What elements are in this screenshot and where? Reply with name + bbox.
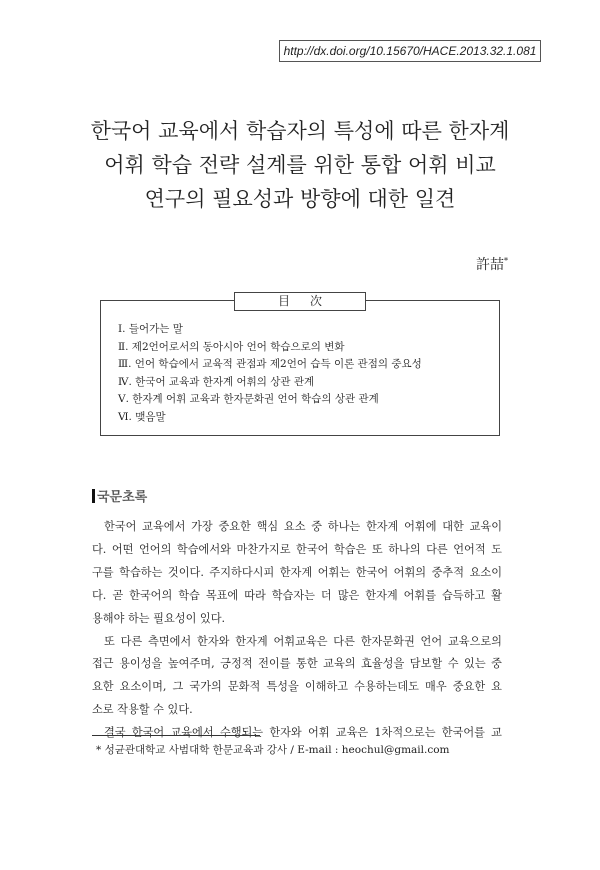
abstract-line: 한국어 교육에서 가장 중요한 핵심 요소 중 하나는 한자계 어휘에 대한 교육이	[104, 520, 502, 533]
author-name: 許喆	[476, 257, 504, 273]
abstract-line: 접근 용이성을 높여주며, 긍정적 전이를 통한 교육의 효율성을 담보할 수 있는 중	[92, 657, 502, 671]
title-line: 어휘 학습 전략 설계를 위한 통합 어휘 비교	[104, 153, 496, 177]
toc-list	[118, 321, 493, 427]
footnote-divider	[92, 735, 260, 736]
abstract-heading-text: 국문초록	[97, 490, 148, 505]
toc-title: 目次	[234, 292, 366, 311]
toc-item[interactable]: Ⅳ. 한국어 교육과 한자계 어휘의 상관 관계	[118, 375, 315, 388]
abstract-line: 결국 한국어 교육에서 수행되는 한자와 어휘 교육은 1차적으로는 한국어를 교	[104, 726, 502, 740]
author	[476, 254, 508, 274]
abstract-heading	[92, 486, 147, 505]
abstract-line: 또 다른 측면에서 한자와 한자계 어휘교육은 다른 한자문화권 언어 교육으로의	[104, 634, 502, 648]
heading-bar-icon	[92, 489, 95, 503]
table-of-contents	[100, 294, 500, 436]
toc-item[interactable]: Ⅲ. 언어 학습에서 교육적 관점과 제2언어 습득 이론 관점의 중요성	[118, 358, 422, 371]
title-line: 한국어 교육에서 학습자의 특성에 따른 한자계	[90, 119, 510, 143]
toc-item[interactable]: Ⅵ. 맺음말	[118, 410, 166, 423]
paper-title	[60, 114, 540, 216]
title-line: 연구의 필요성과 방향에 대한 일견	[144, 187, 456, 211]
toc-item[interactable]: Ⅱ. 제2언어로서의 동아시아 언어 학습으로의 변화	[118, 340, 345, 353]
abstract-body	[92, 516, 502, 745]
abstract-line: 요한 요소이며, 그 국가의 문화적 특성을 이해하고 수용하는데도 매우 중요한 요	[92, 680, 502, 694]
author-footnote-mark: *	[504, 256, 508, 266]
abstract-line: 소로 작용할 수 있다.	[92, 703, 193, 717]
toc-item[interactable]: Ⅴ. 한자계 어휘 교육과 한자문화권 언어 학습의 상관 관계	[118, 393, 379, 406]
doi-link[interactable]: http://dx.doi.org/10.15670/HACE.2013.32.1.081	[279, 40, 541, 62]
abstract-line: 다. 어떤 언어의 학습에서와 마찬가지로 한국어 학습은 또 하나의 다른 언어적 도	[92, 542, 502, 556]
abstract-line: 용해야 하는 필요성이 있다.	[92, 611, 226, 625]
footnote: * 성균관대학교 사범대학 한문교육과 강사 / E-mail : heochul@gmail.com	[96, 744, 450, 756]
toc-item[interactable]: Ⅰ. 들어가는 말	[118, 323, 183, 335]
abstract-line: 다. 곧 한국어의 학습 목표에 따라 학습자는 더 많은 한자계 어휘를 습득하고 활	[92, 588, 502, 602]
abstract-line: 구를 학습하는 것이다. 주지하다시피 한자계 어휘는 한국어 어휘의 중추적 요소이	[92, 565, 502, 579]
